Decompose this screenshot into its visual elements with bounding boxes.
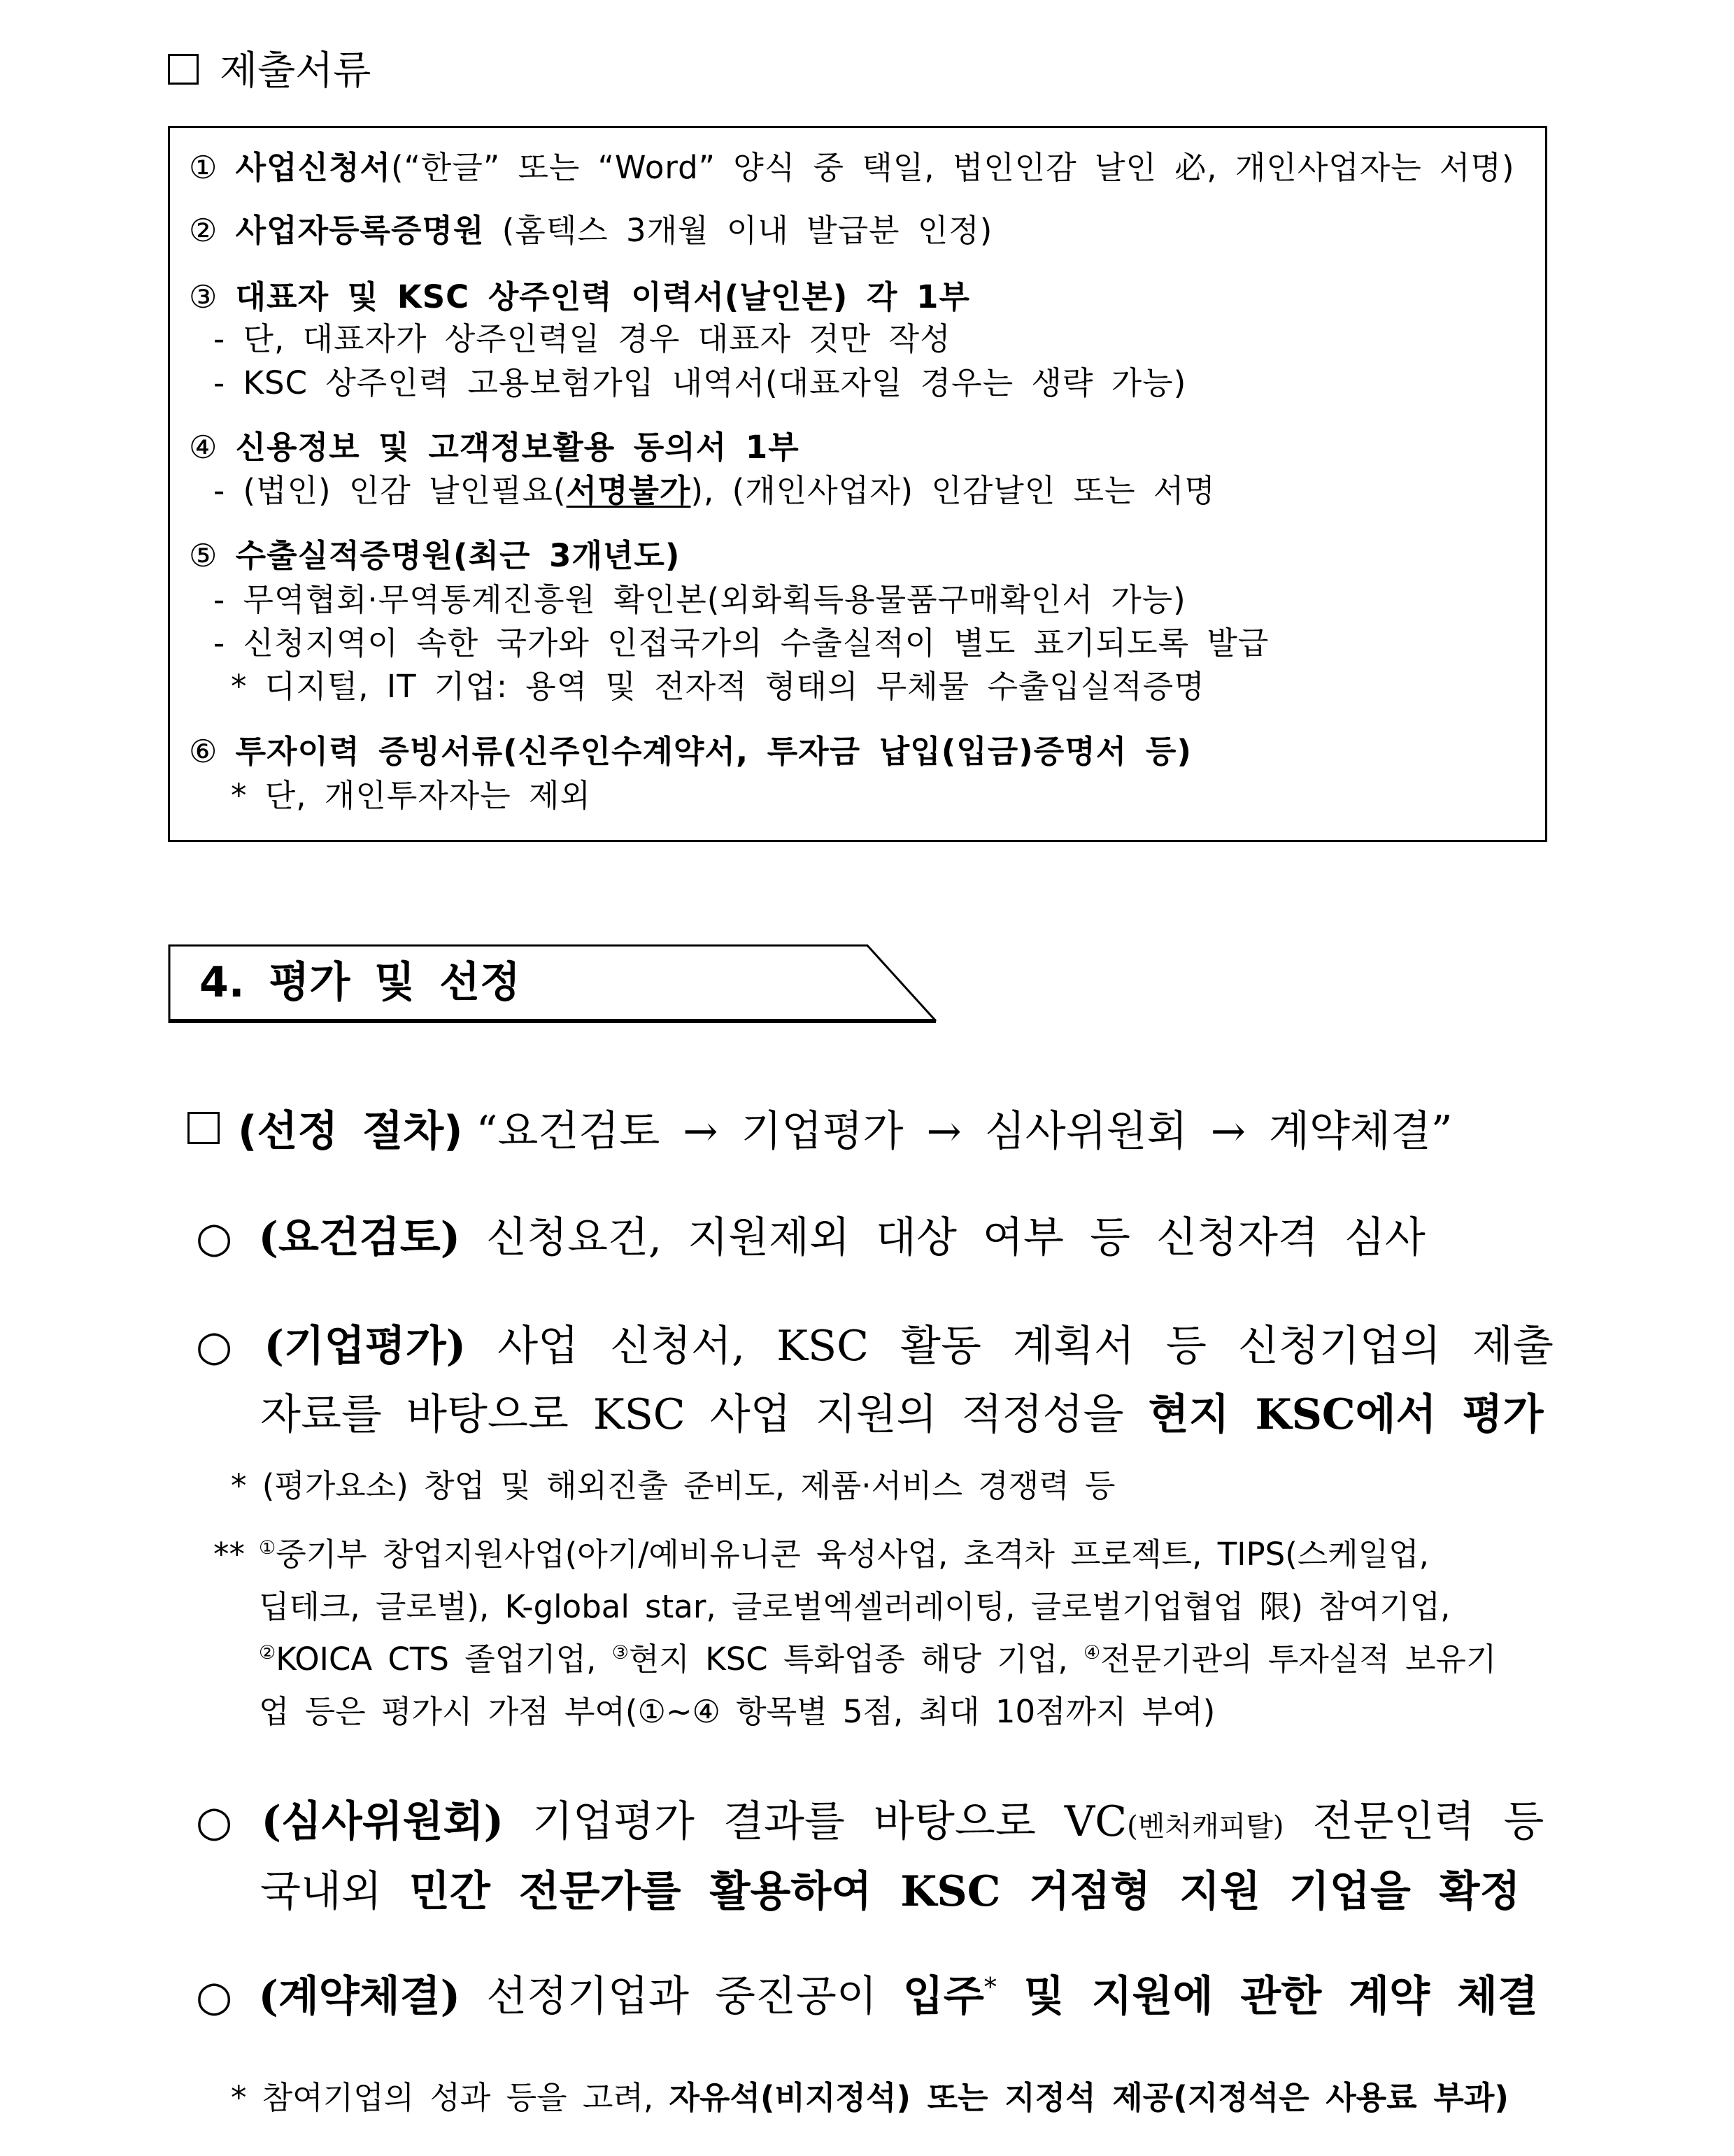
committee-emphasis: 민간 전문가를 활용하여 KSC 거점형 지원 기업을 확정 <box>408 1867 1521 1916</box>
note-text: KOICA CTS 졸업기업, <box>276 1641 612 1678</box>
review-label: (요건검토) <box>258 1213 461 1262</box>
evaluation-note-2-line-4: 업 등은 평가시 가점 부여(①~④ 항목별 5점, 최대 10점까지 부여) <box>259 1693 1216 1730</box>
doc-item-5-note: * 디지털, IT 기업: 용역 및 전자적 형태의 무체물 수출입실적증명 <box>231 668 1205 705</box>
footnote-marker: * <box>983 1973 997 2002</box>
item-number: ② <box>189 212 218 249</box>
committee-small-text: (벤처캐피탈) <box>1127 1811 1284 1843</box>
item-sub-text: ), (개인사업자) 인감날인 또는 서명 <box>690 472 1216 509</box>
doc-item-3-sub-2: - KSC 상주인력 고용보험가입 내역서(대표자일 경우는 생략 가능) <box>213 364 1187 401</box>
contract-note <box>231 2077 1509 2119</box>
item-number: ⑤ <box>189 537 218 574</box>
committee-text: 국내외 <box>260 1867 409 1916</box>
footnote-marker: ① <box>259 1537 276 1559</box>
evaluation-note-1: * (평가요소) 창업 및 해외진출 준비도, 제품·서비스 경쟁력 등 <box>231 1467 1116 1504</box>
procedure-label: (선정 절차) <box>238 1107 463 1156</box>
doc-item-6 <box>189 731 1192 773</box>
committee-text: 전문인력 등 <box>1284 1797 1544 1846</box>
evaluation-label: (기업평가) <box>264 1322 467 1371</box>
note-emphasis: 자유석(비지정석) 또는 지정석 제공(지정석은 사용료 부과) <box>669 2079 1509 2116</box>
committee-text: 기업평가 결과를 바탕으로 VC <box>504 1797 1128 1846</box>
evaluation-text: 사업 신청서, KSC 활동 계획서 등 신청기업의 제출 <box>466 1322 1554 1371</box>
contract-emphasis: 및 지원에 관한 계약 체결 <box>996 1972 1538 2021</box>
committee-line-2 <box>260 1864 1521 1920</box>
evaluation-note-2-line-3 <box>259 1639 1496 1680</box>
doc-item-1 <box>189 147 1515 189</box>
item-title: 투자이력 증빙서류(신주인수계약서, 투자금 납입(입금)증명서 등) <box>235 733 1192 770</box>
item-title: 대표자 및 KSC 상주인력 이력서(날인본) 각 1부 <box>235 278 970 315</box>
doc-item-6-note: * 단, 개인투자자는 제외 <box>231 777 591 814</box>
doc-item-4-sub <box>213 470 1216 512</box>
bullet-icon: ○ <box>196 1322 233 1371</box>
submission-heading <box>168 43 371 99</box>
checkbox-icon <box>168 54 199 85</box>
contract-text: 선정기업과 중진공이 <box>460 1972 903 2021</box>
item-number: ⑥ <box>189 733 218 770</box>
section-title: 4. 평가 및 선정 <box>199 958 521 1007</box>
bullet-icon: ○ <box>196 1213 233 1262</box>
evaluation-emphasis: 현지 KSC에서 평가 <box>1148 1390 1544 1439</box>
note-text: 중기부 창업지원사업(아기/예비유니콘 육성사업, 초격차 프로젝트, TIPS(스케일업, <box>276 1536 1429 1573</box>
contract-label: (계약체결) <box>258 1972 461 2021</box>
doc-item-5 <box>189 535 680 577</box>
evaluation-line-2 <box>260 1387 1543 1443</box>
contract-emphasis: 입주 <box>902 1972 984 2021</box>
contract-line <box>196 1969 1538 2025</box>
item-detail: (“한글” 또는 “Word” 양식 중 택일, 법인인감 날인 必, 개인사업자는 서명) <box>391 149 1515 186</box>
bullet-icon: ○ <box>196 1797 233 1846</box>
doc-item-2 <box>189 210 993 252</box>
committee-label: (심사위원회) <box>261 1797 504 1846</box>
doc-item-3-sub-1: - 단, 대표자가 상주인력일 경우 대표자 것만 작성 <box>213 320 951 357</box>
review-line <box>196 1210 1426 1266</box>
submission-heading-text: 제출서류 <box>220 48 371 94</box>
review-text: 신청요건, 지원제외 대상 여부 등 신청자격 심사 <box>460 1213 1426 1262</box>
item-number: ④ <box>189 429 218 466</box>
evaluation-note-2-line-1 <box>259 1534 1429 1576</box>
footnote-marker: ② <box>259 1642 276 1664</box>
item-title: 수출실적증명원(최근 3개년도) <box>235 537 681 574</box>
item-sub-emphasis: 서명불가 <box>566 472 691 509</box>
note-text: * 참여기업의 성과 등을 고려, <box>231 2079 669 2116</box>
evaluation-note-2-line-2: 딥테크, 글로벌), K-global star, 글로벌엑셀러레이팅, 글로벌기업협업 限) 참여기업, <box>259 1588 1451 1625</box>
item-title: 사업신청서 <box>235 149 392 186</box>
item-number: ① <box>189 149 218 186</box>
procedure-flow: “요건검토 → 기업평가 → 심사위원회 → 계약체결” <box>476 1107 1453 1156</box>
item-sub-text: - (법인) 인감 날인필요( <box>213 472 567 509</box>
evaluation-text: 자료를 바탕으로 KSC 사업 지원의 적정성을 <box>260 1390 1149 1439</box>
evaluation-note-2-prefix: ** <box>213 1536 245 1573</box>
footnote-marker: ③ <box>611 1642 629 1664</box>
doc-item-3 <box>189 276 970 318</box>
item-title: 사업자등록증명원 <box>235 212 485 249</box>
committee-line-1 <box>196 1794 1544 1855</box>
note-text: 현지 KSC 특화업종 해당 기업, <box>628 1641 1083 1678</box>
doc-item-5-sub-2: - 신청지역이 속한 국가와 인접국가의 수출실적이 별도 표기되도록 발급 <box>213 624 1270 662</box>
item-title: 신용정보 및 고객정보활용 동의서 1부 <box>235 429 800 466</box>
footnote-marker: ④ <box>1083 1642 1101 1664</box>
bullet-icon: ○ <box>196 1972 233 2021</box>
item-detail: (홈텍스 3개월 이내 발급분 인정) <box>484 212 993 249</box>
procedure-line <box>187 1104 1453 1159</box>
item-number: ③ <box>189 278 218 315</box>
doc-item-4 <box>189 427 800 469</box>
evaluation-line-1 <box>196 1318 1554 1374</box>
doc-item-5-sub-1: - 무역협회·무역통계진흥원 확인본(외화획득용물품구매확인서 가능) <box>213 581 1186 618</box>
checkbox-icon <box>187 1112 220 1144</box>
note-text: 전문기관의 투자실적 보유기 <box>1100 1641 1497 1678</box>
